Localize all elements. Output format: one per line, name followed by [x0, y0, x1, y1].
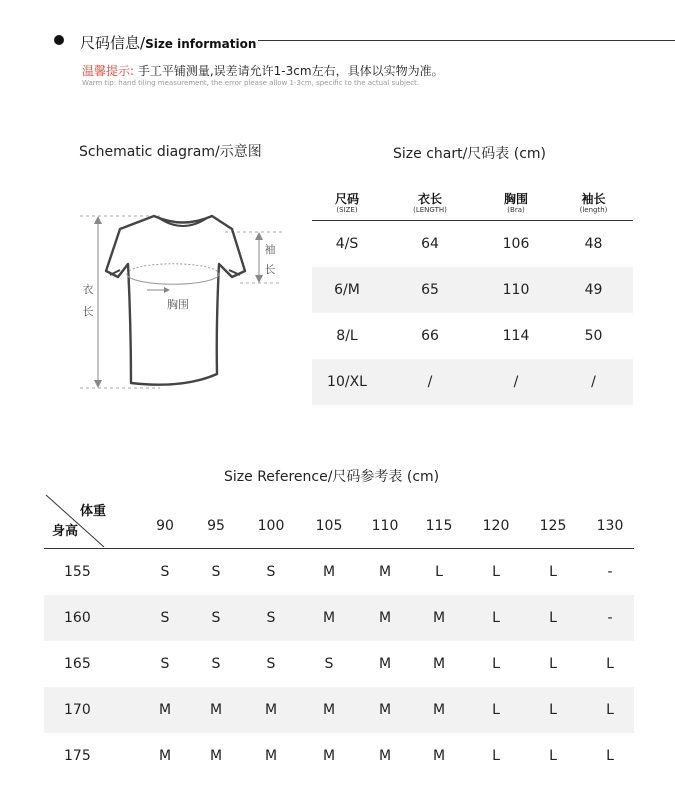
bullet-dot-icon: [54, 35, 64, 45]
table-cell: 114: [502, 328, 530, 344]
header-length: [382, 193, 478, 215]
warm-tip: [82, 62, 444, 79]
size-cell: M: [209, 748, 223, 764]
table-cell: /: [513, 374, 519, 390]
size-chart-title: Size chart/尺码表 (cm): [393, 146, 547, 162]
weight-header: 105: [315, 518, 343, 534]
size-reference-table: [44, 493, 634, 779]
weight-header: 115: [425, 518, 453, 534]
table-cell: 110: [502, 282, 530, 298]
label-length-2: 长: [82, 305, 94, 318]
header-length-main: 衣长: [417, 192, 442, 206]
size-cell: S: [211, 564, 221, 580]
table-cell: 50: [584, 328, 603, 344]
size-cell: -: [607, 564, 613, 580]
height-value: 155: [64, 564, 91, 580]
section-title: [80, 32, 256, 53]
table-cell: 66: [421, 328, 439, 344]
size-cell: M: [378, 748, 392, 764]
table-cell: 106: [502, 236, 530, 252]
size-cell: L: [492, 564, 500, 580]
size-cell: S: [266, 610, 276, 626]
size-chart-table: [312, 188, 633, 405]
size-cell: M: [378, 656, 392, 672]
label-sleeve-1: 袖: [264, 243, 276, 256]
tshirt-schematic: [70, 205, 290, 405]
label-chest: 胸围: [167, 298, 189, 311]
weight-header: 100: [257, 518, 285, 534]
size-cell: L: [606, 702, 614, 718]
size-cell: L: [606, 656, 614, 672]
size-cell: L: [492, 656, 500, 672]
header-length-sub: (LENGTH): [413, 206, 447, 214]
size-cell: S: [160, 656, 170, 672]
size-reference-title: Size Reference/尺码参考表 (cm): [224, 469, 440, 485]
table-cell: 4/S: [335, 236, 359, 252]
size-cell: L: [492, 748, 500, 764]
table-cell: /: [427, 374, 433, 390]
table-row: [312, 267, 633, 313]
size-cell: M: [322, 702, 336, 718]
warm-tip-english: Warm tip: hand tiling measurement, the error please allow 1-3cm, specific to the actual subject.: [82, 79, 420, 87]
size-cell: M: [209, 702, 223, 718]
size-cell: M: [322, 610, 336, 626]
weight-header: 120: [482, 518, 510, 534]
section-title-en: Size information: [145, 37, 257, 51]
size-cell: S: [211, 610, 221, 626]
table-row: [44, 733, 634, 779]
header-chest-sub: (Bra): [507, 206, 525, 214]
size-cell: L: [606, 748, 614, 764]
weight-label: 体重: [80, 504, 107, 519]
size-cell: S: [324, 656, 334, 672]
size-cell: L: [549, 656, 557, 672]
table-cell: 10/XL: [327, 374, 367, 390]
size-reference-header-row: [44, 493, 634, 549]
header-size: [312, 193, 382, 215]
size-cell: M: [322, 564, 336, 580]
header-chest: [478, 193, 554, 215]
header-sleeve: [554, 193, 633, 215]
table-cell: 49: [584, 282, 603, 298]
warm-tip-label: 温馨提示:: [82, 64, 135, 78]
header-size-main: 尺码: [334, 192, 359, 206]
header-size-sub: (SIZE): [336, 206, 358, 214]
size-cell: L: [549, 702, 557, 718]
weight-header: 90: [156, 518, 174, 534]
section-title-cn: 尺码信息/: [80, 34, 146, 52]
size-cell: S: [266, 564, 276, 580]
table-cell: /: [591, 374, 596, 390]
table-row: [44, 595, 634, 641]
size-cell: M: [158, 748, 172, 764]
table-row: [44, 549, 634, 595]
header-sleeve-main: 袖长: [581, 192, 606, 206]
table-cell: 65: [421, 282, 439, 298]
size-cell: L: [549, 564, 557, 580]
table-cell: 64: [421, 236, 439, 252]
size-chart-header-row: [312, 188, 633, 221]
size-cell: L: [435, 564, 443, 580]
label-length-1: 衣: [82, 283, 94, 296]
size-cell: M: [432, 702, 446, 718]
size-cell: M: [322, 748, 336, 764]
height-value: 160: [64, 610, 91, 626]
weight-header: 125: [539, 518, 567, 534]
size-cell: L: [549, 748, 557, 764]
weight-header: 95: [207, 518, 225, 534]
table-cell: 48: [584, 236, 603, 252]
size-cell: S: [266, 656, 276, 672]
size-cell: S: [160, 564, 170, 580]
height-label: 身高: [52, 524, 79, 539]
table-row: [312, 313, 633, 359]
size-cell: M: [432, 656, 446, 672]
size-cell: M: [264, 702, 278, 718]
weight-header: 130: [596, 518, 624, 534]
height-value: 170: [64, 702, 91, 718]
header-sleeve-sub: (length): [579, 206, 608, 214]
table-row: [312, 221, 633, 267]
warm-tip-text: 手工平铺测量,误差请允许1-3cm左右，具体以实物为准。: [134, 64, 444, 78]
diagram-title: Schematic diagram/示意图: [79, 144, 262, 160]
table-row: [312, 359, 633, 405]
size-cell: L: [492, 610, 500, 626]
size-cell: M: [378, 564, 392, 580]
size-cell: M: [378, 610, 392, 626]
size-cell: M: [158, 702, 172, 718]
weight-header: 110: [371, 518, 399, 534]
size-cell: -: [607, 610, 613, 626]
size-cell: M: [378, 702, 392, 718]
height-value: 165: [64, 656, 91, 672]
size-cell: M: [264, 748, 278, 764]
height-value: 175: [64, 748, 91, 764]
table-cell: 6/M: [334, 282, 360, 298]
table-row: [44, 687, 634, 733]
size-cell: M: [432, 610, 446, 626]
header-chest-main: 胸围: [503, 192, 528, 206]
table-row: [44, 641, 634, 687]
size-cell: L: [549, 610, 557, 626]
table-cell: 8/L: [336, 328, 358, 344]
header-divider: [258, 40, 675, 41]
label-sleeve-2: 长: [264, 263, 276, 276]
size-cell: L: [492, 702, 500, 718]
size-cell: S: [211, 656, 221, 672]
size-cell: S: [160, 610, 170, 626]
size-cell: M: [432, 748, 446, 764]
